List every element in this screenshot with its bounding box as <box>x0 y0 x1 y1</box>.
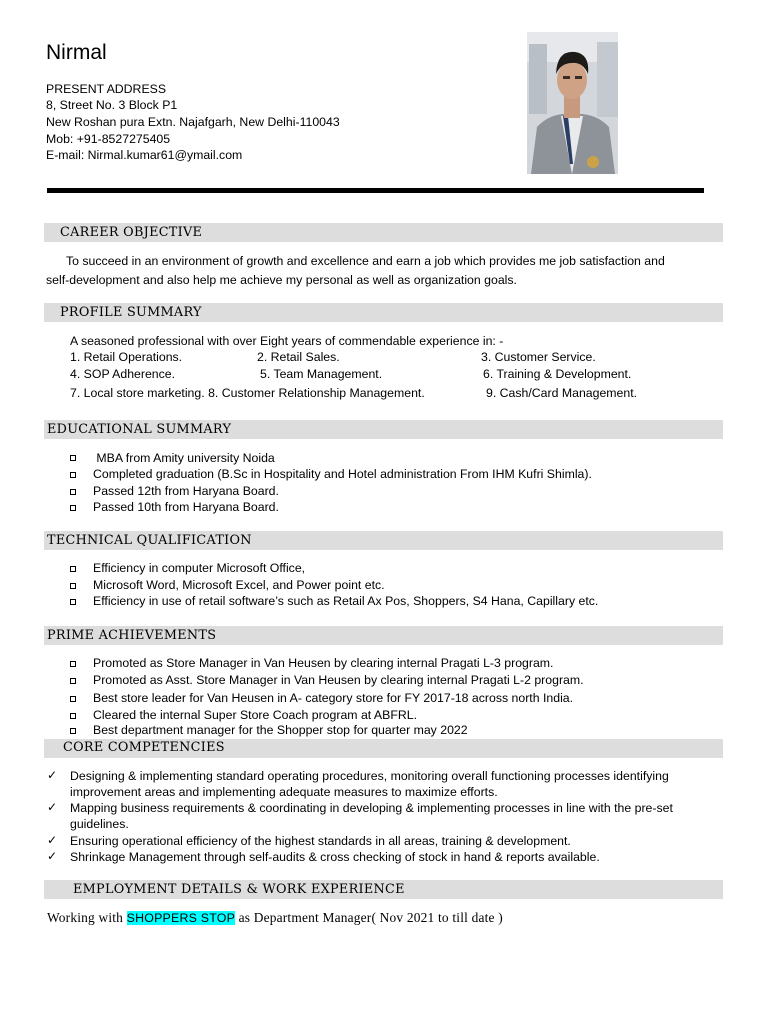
profile-skill: 6. Training & Development. <box>483 367 632 381</box>
square-bullet-icon <box>70 489 76 495</box>
employer-name-highlight: SHOPPERS STOP <box>126 911 236 925</box>
education-item: MBA from Amity university Noida <box>93 451 275 465</box>
employment-role-dates: as Department Manager( Nov 2021 to till date ) <box>235 910 503 925</box>
profile-skill: 3. Customer Service. <box>481 350 596 364</box>
square-bullet-icon <box>70 505 76 511</box>
competency-line: Mapping business requirements & coordinating in developing & implementing processes in line with the pre-set <box>70 801 673 815</box>
achievement-item: Best store leader for Van Heusen in A- category store for FY 2017-18 across north India. <box>93 691 574 705</box>
profile-photo <box>527 32 618 174</box>
employment-line <box>47 909 503 927</box>
profile-summary-heading: PROFILE SUMMARY <box>60 305 202 320</box>
square-bullet-icon <box>70 583 76 589</box>
square-bullet-icon <box>70 599 76 605</box>
mobile-number: Mob: +91-8527275405 <box>46 132 171 146</box>
checkmark-icon: ✓ <box>47 833 58 847</box>
profile-skill: 7. Local store marketing. 8. Customer Relationship Management. <box>70 386 425 400</box>
square-bullet-icon <box>70 472 76 478</box>
profile-skill: 2. Retail Sales. <box>257 350 340 364</box>
profile-skill: 9. Cash/Card Management. <box>486 386 638 400</box>
profile-summary-intro: A seasoned professional with over Eight years of commendable experience in: - <box>70 334 504 348</box>
core-competencies-heading: CORE COMPETENCIES <box>63 740 225 755</box>
prime-achievements-heading: PRIME ACHIEVEMENTS <box>47 628 217 643</box>
address-label: PRESENT ADDRESS <box>46 82 167 96</box>
competency-line: guidelines. <box>70 817 129 831</box>
employment-heading: EMPLOYMENT DETAILS & WORK EXPERIENCE <box>73 882 405 897</box>
checkmark-icon: ✓ <box>47 768 58 782</box>
address-line-2: New Roshan pura Extn. Najafgarh, New Delhi-110043 <box>46 115 340 129</box>
square-bullet-icon <box>70 678 76 684</box>
square-bullet-icon <box>70 696 76 702</box>
achievement-item: Best department manager for the Shopper stop for quarter may 2022 <box>93 723 468 737</box>
competency-line: Ensuring operational efficiency of the highest standards in all areas, training & development. <box>70 834 571 848</box>
checkmark-icon: ✓ <box>47 849 58 863</box>
square-bullet-icon <box>70 455 76 461</box>
square-bullet-icon <box>70 661 76 667</box>
technical-item: Efficiency in computer Microsoft Office, <box>93 561 306 575</box>
technical-qualification-heading: TECHNICAL QUALIFICATION <box>47 533 252 548</box>
educational-summary-heading: EDUCATIONAL SUMMARY <box>47 422 232 437</box>
profile-skill: 1. Retail Operations. <box>70 350 183 364</box>
profile-skill: 4. SOP Adherence. <box>70 367 176 381</box>
career-objective-heading: CAREER OBJECTIVE <box>60 225 203 240</box>
competency-line: Shrinkage Management through self-audits & cross checking of stock in hand & reports available. <box>70 850 600 864</box>
competency-line: improvement areas and implementing adequate measures to maximize efforts. <box>70 785 498 799</box>
technical-item: Efficiency in use of retail software’s such as Retail Ax Pos, Shoppers, S4 Hana, Capillary etc. <box>93 594 599 608</box>
education-item: Passed 12th from Haryana Board. <box>93 484 279 498</box>
square-bullet-icon <box>70 728 76 734</box>
header-divider <box>47 188 704 193</box>
address-line-1: 8, Street No. 3 Block P1 <box>46 98 178 112</box>
achievement-item: Cleared the internal Super Store Coach program at ABFRL. <box>93 708 417 722</box>
achievement-item: Promoted as Store Manager in Van Heusen by clearing internal Pragati L-3 program. <box>93 656 554 670</box>
career-objective-line-1: To succeed in an environment of growth and excellence and earn a job which provides me job satisfaction and <box>66 254 665 268</box>
career-objective-line-2: self-development and also help me achieve my personal as well as organization goals. <box>46 273 517 287</box>
profile-skill: 5. Team Management. <box>260 367 383 381</box>
square-bullet-icon <box>70 713 76 719</box>
technical-item: Microsoft Word, Microsoft Excel, and Power point etc. <box>93 578 385 592</box>
achievement-item: Promoted as Asst. Store Manager in Van Heusen by clearing internal Pragati L-2 program. <box>93 673 584 687</box>
employment-prefix: Working with <box>47 910 127 925</box>
email-address: E-mail: Nirmal.kumar61@ymail.com <box>46 148 243 162</box>
competency-line: Designing & implementing standard operating procedures, monitoring overall functioning processes identifying <box>70 769 669 783</box>
checkmark-icon: ✓ <box>47 800 58 814</box>
square-bullet-icon <box>70 566 76 572</box>
candidate-name: Nirmal <box>46 41 107 64</box>
education-item: Passed 10th from Haryana Board. <box>93 500 279 514</box>
profile-photo-image <box>527 32 618 174</box>
education-item: Completed graduation (B.Sc in Hospitality and Hotel administration From IHM Kufri Shimla). <box>93 467 592 481</box>
